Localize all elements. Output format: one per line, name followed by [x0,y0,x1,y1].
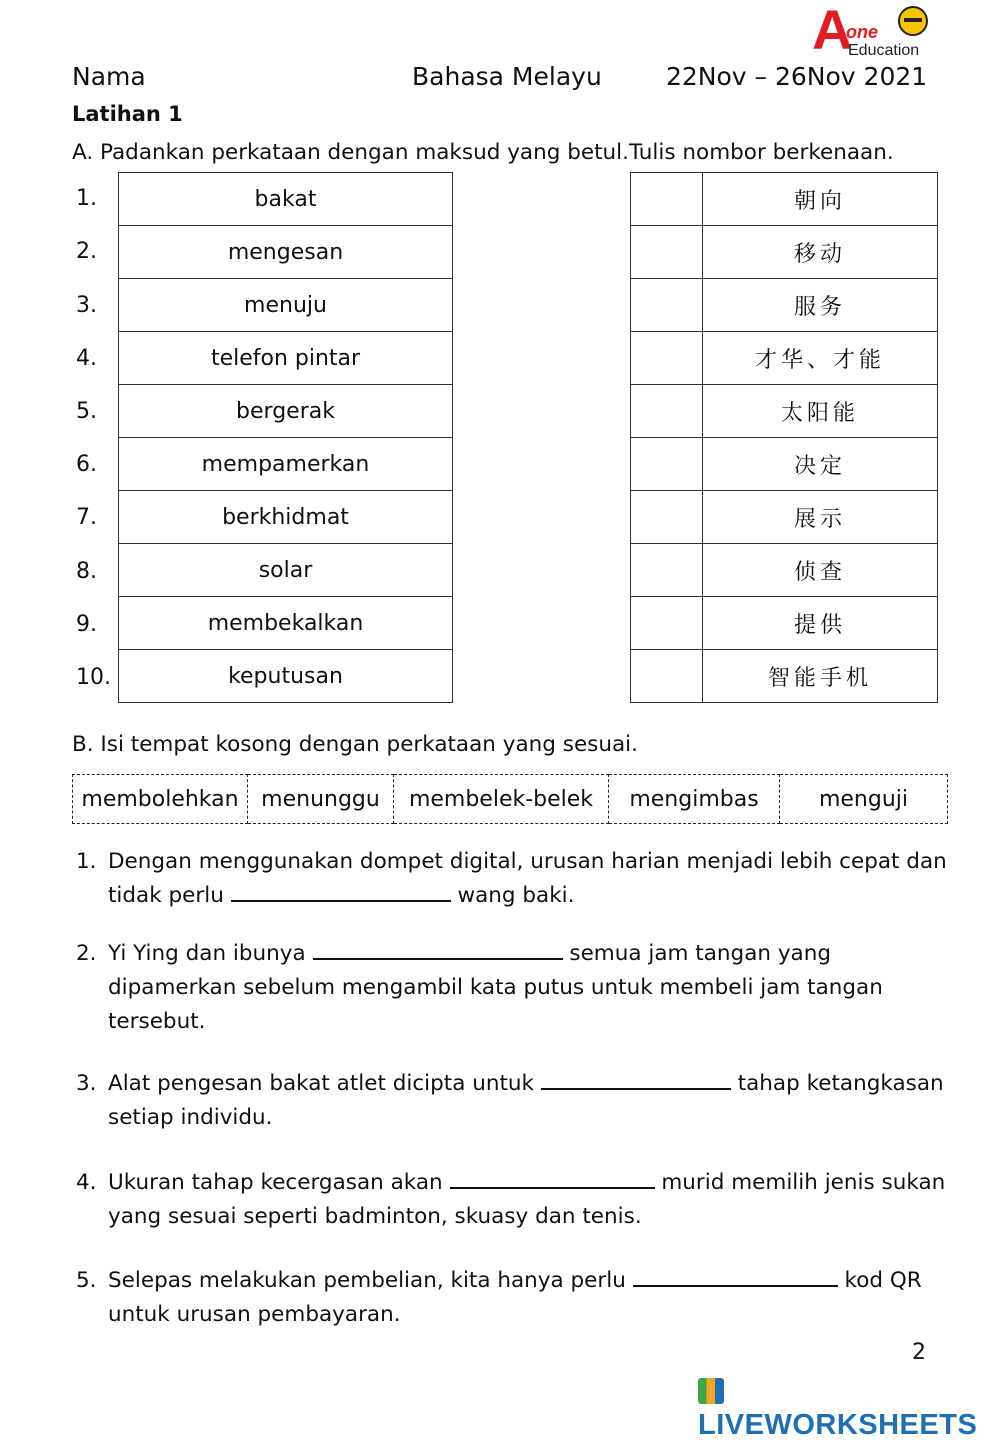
word-bank-item: mengimbas [609,775,780,824]
answer-box[interactable] [631,279,703,332]
question-number: 5. [76,1268,97,1293]
question-text: Selepas melakukan pembelian, kita hanya perlu [108,1268,626,1293]
answer-blank[interactable] [231,880,451,902]
exercise-title: Latihan 1 [72,102,183,126]
question-text: Alat pengesan bakat atlet dicipta untuk [108,1071,535,1096]
word-bank-item: menunggu [248,775,394,824]
question-text: Ukuran tahap kecergasan akan [108,1170,443,1195]
answer-blank[interactable] [633,1265,838,1287]
question-2 [76,937,956,1039]
word-bank-item: membolehkan [73,775,248,824]
question-number: 4. [76,1170,97,1195]
answer-box[interactable] [631,385,703,438]
question-text: Dengan menggunakan dompet digital, urusan harian menjadi lebih cepat dan tidak perlu [108,849,947,908]
malay-word-cell: mengesan [119,226,453,279]
chinese-meaning-cell: 展示 [703,491,938,544]
malay-word-cell: membekalkan [119,597,453,650]
word-bank-item: menguji [780,775,948,824]
question-text: wang baki. [457,883,575,908]
chinese-meanings-table [630,172,938,703]
item-number: 4. [76,346,97,371]
question-number: 1. [76,849,97,874]
answer-box[interactable] [631,491,703,544]
chinese-meaning-cell: 才华、才能 [703,332,938,385]
malay-word-cell: solar [119,544,453,597]
chinese-meaning-cell: 朝向 [703,173,938,226]
malay-word-cell: mempamerkan [119,438,453,491]
answer-box[interactable] [631,173,703,226]
malay-word-cell: menuju [119,279,453,332]
page-number: 2 [912,1340,926,1365]
answer-box[interactable] [631,438,703,491]
question-5 [76,1264,956,1332]
item-number: 7. [76,505,97,530]
chinese-meaning-cell: 太阳能 [703,385,938,438]
answer-box[interactable] [631,226,703,279]
item-number: 10. [76,665,111,690]
subject-label: Bahasa Melayu [412,62,602,91]
chinese-meaning-cell: 侦查 [703,544,938,597]
question-4 [76,1166,956,1234]
chinese-meaning-cell: 智能手机 [703,650,938,703]
section-a-instruction: A. Padankan perkataan dengan maksud yang betul.Tulis nombor berkenaan. [72,140,894,165]
malay-words-table [118,172,453,703]
liveworksheets-footer [698,1376,1000,1442]
liveworksheets-logo-icon [698,1378,724,1404]
logo-one-text: one [846,22,879,42]
question-text: semua jam tangan yang dipamerkan sebelum mengambil kata putus untuk membeli jam tangan tersebut. [108,941,883,1034]
date-range: 22Nov – 26Nov 2021 [666,62,928,91]
question-3 [76,1067,956,1135]
question-text: kod QR untuk urusan pembayaran. [108,1268,922,1327]
answer-blank[interactable] [541,1068,731,1090]
answer-box[interactable] [631,332,703,385]
malay-word-cell: bakat [119,173,453,226]
answer-box[interactable] [631,544,703,597]
chinese-meaning-cell: 决定 [703,438,938,491]
word-bank-item: membelek-belek [394,775,609,824]
chinese-meaning-cell: 提供 [703,597,938,650]
a-one-education-logo [812,0,932,64]
section-b-instruction: B. Isi tempat kosong dengan perkataan yang sesuai. [72,732,638,757]
question-number: 3. [76,1071,97,1096]
question-1 [76,845,956,913]
item-number: 9. [76,612,97,637]
name-label: Nama [72,62,146,91]
malay-word-cell: bergerak [119,385,453,438]
item-number: 3. [76,293,97,318]
question-text: tahap ketangkasan setiap individu. [108,1071,944,1130]
bee-icon [898,6,928,36]
question-text: Yi Ying dan ibunya [108,941,306,966]
chinese-meaning-cell: 服务 [703,279,938,332]
chinese-meaning-cell: 移动 [703,226,938,279]
question-number: 2. [76,941,97,966]
item-number: 2. [76,239,97,264]
item-number: 8. [76,559,97,584]
answer-box[interactable] [631,597,703,650]
logo-education-text: Education [848,42,920,59]
logo-letter-a: A [812,0,853,61]
item-number: 5. [76,399,97,424]
question-text: murid memilih jenis sukan yang sesuai seperti badminton, skuasy dan tenis. [108,1170,946,1229]
answer-blank[interactable] [450,1167,655,1189]
word-bank [72,774,948,824]
answer-box[interactable] [631,650,703,703]
liveworksheets-text: LIVEWORKSHEETS [698,1409,978,1441]
item-number: 1. [76,186,97,211]
malay-word-cell: keputusan [119,650,453,703]
malay-word-cell: telefon pintar [119,332,453,385]
malay-word-cell: berkhidmat [119,491,453,544]
item-number: 6. [76,452,97,477]
answer-blank[interactable] [313,938,563,960]
